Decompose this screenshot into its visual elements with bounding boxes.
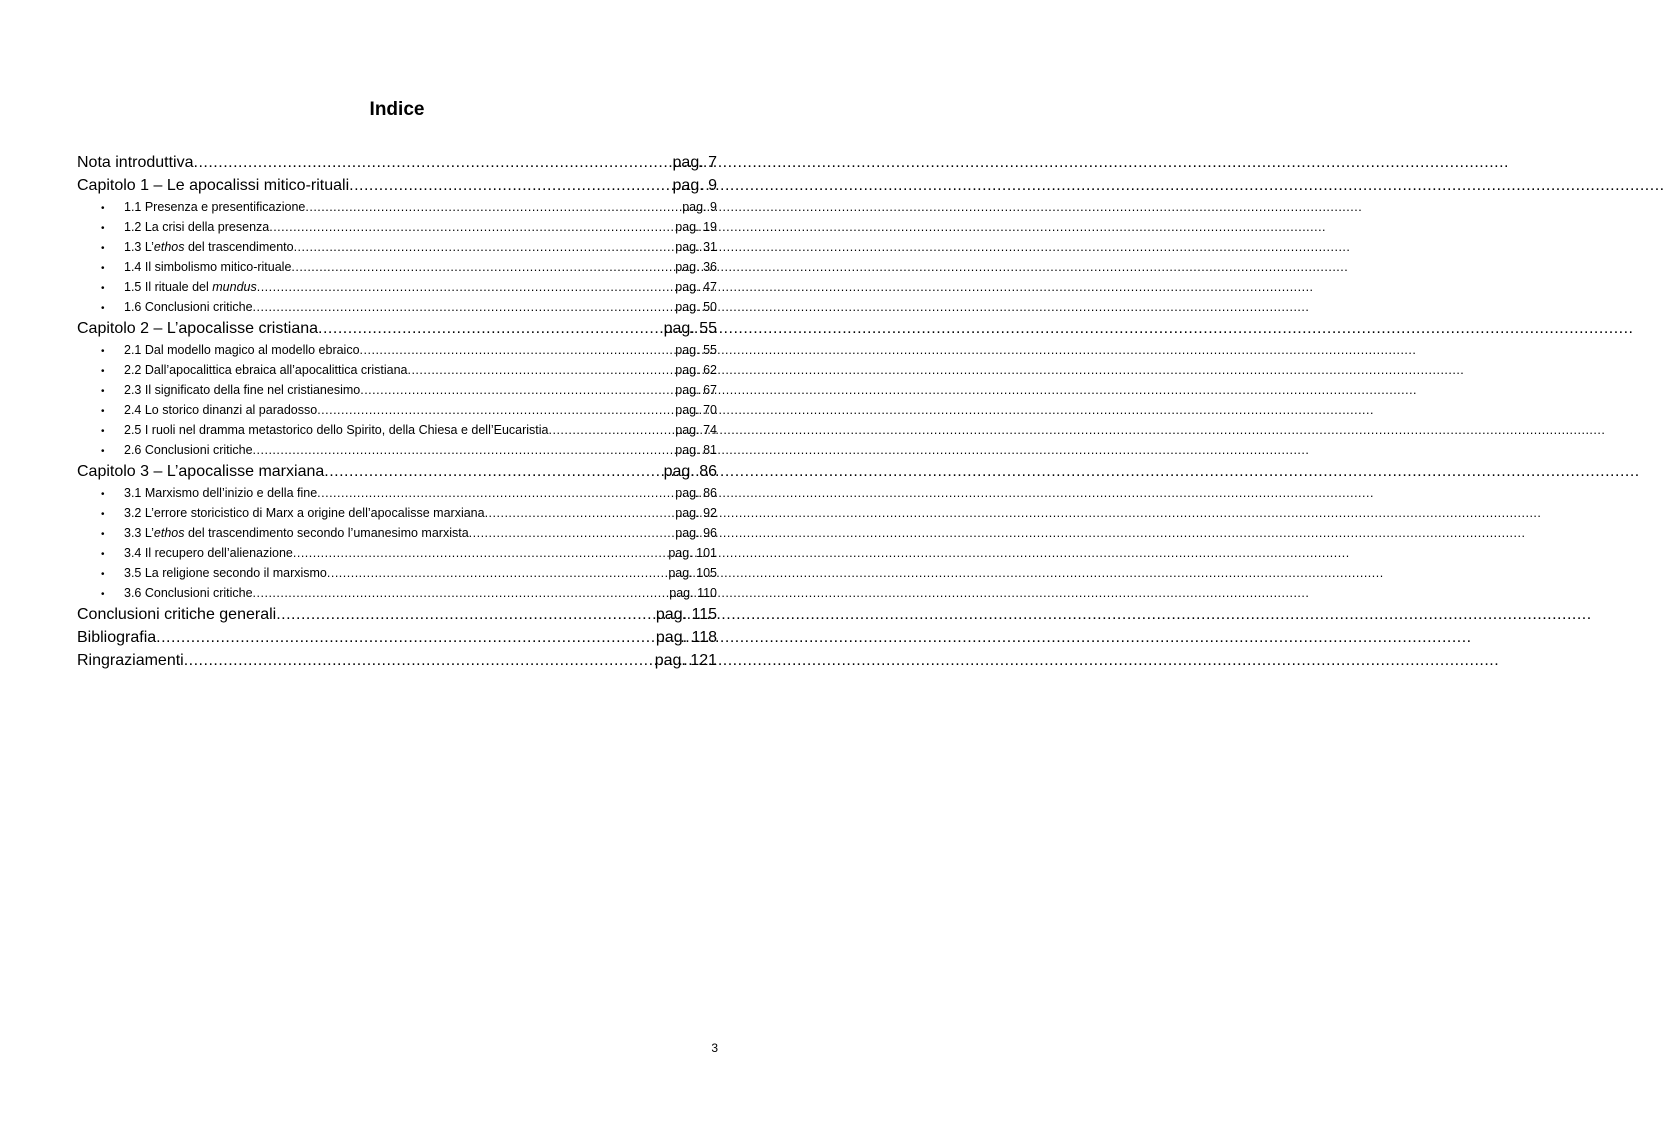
bullet-icon: • [101, 529, 105, 540]
toc-entry-page: pag. 115 [655, 606, 717, 623]
toc-entry-title: 2.3 Il significato della fine nel cristianesimo [124, 383, 361, 397]
toc-entry-chapter [77, 151, 717, 174]
dot-leader [327, 563, 668, 583]
toc-entry-chapter [77, 460, 717, 483]
dot-leader [317, 400, 675, 420]
toc-entry-page: pag. 31 [675, 240, 717, 254]
toc-entry-title: Conclusioni critiche generali [77, 606, 277, 623]
dot-leader [349, 174, 672, 197]
toc-entry-title: Capitolo 1 – Le apocalissi mitico-rituali [77, 177, 350, 194]
dot-leader [360, 380, 675, 400]
toc-entry-title: 1.1 Presenza e presentificazione [124, 200, 306, 214]
toc-entry-title: 1.3 L’ethos del trascendimento [124, 240, 294, 254]
table-of-contents [77, 151, 717, 672]
bullet-icon: • [101, 223, 105, 234]
toc-entry-page: pag. 110 [669, 586, 717, 600]
toc-entry-page: pag. 101 [668, 546, 717, 560]
toc-entry-title: Ringraziamenti [77, 652, 184, 669]
toc-entry-page: pag. 55 [663, 320, 717, 337]
dot-leader [549, 420, 676, 440]
toc-entry-section [77, 217, 717, 237]
toc-entry-page: pag. 86 [663, 463, 717, 480]
toc-entry-page: pag. 86 [675, 486, 717, 500]
toc-entry-section [77, 483, 717, 503]
toc-entry-title: Capitolo 3 – L’apocalisse marxiana [77, 463, 325, 480]
toc-entry-chapter [77, 649, 717, 672]
bullet-icon: • [101, 243, 105, 254]
bullet-icon: • [101, 446, 105, 457]
toc-entry-section [77, 277, 717, 297]
toc-entry-section [77, 297, 717, 317]
toc-entry-chapter [77, 174, 717, 197]
toc-entry-page: pag. 9 [672, 177, 717, 194]
toc-entry-title: 3.2 L’errore storicistico di Marx a origine dell’apocalisse marxiana [124, 506, 485, 520]
bullet-icon: • [101, 549, 105, 560]
dot-leader [253, 583, 670, 603]
bullet-icon: • [101, 303, 105, 314]
toc-entry-title: Nota introduttiva [77, 154, 194, 171]
dot-leader [469, 523, 676, 543]
toc-entry-title: 1.5 Il rituale del mundus [124, 280, 257, 294]
toc-entry-title: 2.4 Lo storico dinanzi al paradosso [124, 403, 318, 417]
dot-leader [257, 277, 676, 297]
toc-entry-page: pag. 118 [655, 629, 717, 646]
toc-entry-page: pag. 9 [682, 200, 717, 214]
bullet-icon: • [101, 569, 105, 580]
dot-leader [293, 543, 668, 563]
toc-entry-page: pag. 105 [668, 566, 717, 580]
toc-entry-section [77, 380, 717, 400]
toc-entry-title: Capitolo 2 – L’apocalisse cristiana [77, 320, 319, 337]
toc-entry-section [77, 257, 717, 277]
toc-entry-section [77, 543, 717, 563]
bullet-icon: • [101, 489, 105, 500]
page-number: 3 [711, 1041, 718, 1055]
bullet-icon: • [101, 346, 105, 357]
dot-leader [291, 257, 675, 277]
toc-entry-page: pag. 36 [675, 260, 717, 274]
toc-entry-page: pag. 70 [675, 403, 717, 417]
toc-entry-title: 2.6 Conclusioni critiche [124, 443, 253, 457]
dot-leader [253, 297, 676, 317]
toc-entry-chapter [77, 626, 717, 649]
dot-leader [485, 503, 676, 523]
toc-entry-title: 3.6 Conclusioni critiche [124, 586, 253, 600]
bullet-icon: • [101, 509, 105, 520]
toc-entry-page: pag. 7 [672, 154, 717, 171]
dot-leader [194, 151, 673, 174]
toc-entry-section [77, 503, 717, 523]
bullet-icon: • [101, 263, 105, 274]
dot-leader [253, 440, 676, 460]
toc-entry-section [77, 440, 717, 460]
bullet-icon: • [101, 203, 105, 214]
toc-entry-section [77, 360, 717, 380]
dot-leader [294, 237, 676, 257]
toc-entry-section [77, 583, 717, 603]
dot-leader [276, 603, 656, 626]
toc-entry-page: pag. 92 [675, 506, 717, 520]
toc-entry-title: 3.3 L’ethos del trascendimento secondo l’umanesimo marxista [124, 526, 469, 540]
toc-entry-page: pag. 62 [675, 363, 717, 377]
dot-leader [184, 649, 655, 672]
dot-leader [305, 197, 682, 217]
toc-entry-section [77, 523, 717, 543]
toc-entry-page: pag. 55 [675, 343, 717, 357]
toc-entry-section [77, 237, 717, 257]
dot-leader [269, 217, 675, 237]
toc-entry-section [77, 400, 717, 420]
dot-leader [407, 360, 675, 380]
toc-entry-title: 3.4 Il recupero dell’alienazione [124, 546, 293, 560]
toc-entry-title: 2.1 Dal modello magico al modello ebraico [124, 343, 360, 357]
bullet-icon: • [101, 386, 105, 397]
bullet-icon: • [101, 406, 105, 417]
toc-entry-title: 3.1 Marxismo dell’inizio e della fine [124, 486, 318, 500]
toc-entry-page: pag. 81 [675, 443, 717, 457]
toc-entry-page: pag. 50 [675, 300, 717, 314]
toc-entry-title: 1.2 La crisi della presenza [124, 220, 270, 234]
dot-leader [156, 626, 656, 649]
toc-entry-page: pag. 19 [675, 220, 717, 234]
bullet-icon: • [101, 589, 105, 600]
toc-entry-page: pag. 121 [654, 652, 717, 669]
toc-entry-page: pag. 47 [675, 280, 717, 294]
toc-entry-chapter [77, 317, 717, 340]
toc-entry-title: 1.6 Conclusioni critiche [124, 300, 253, 314]
toc-entry-title: 3.5 La religione secondo il marxismo [124, 566, 327, 580]
toc-entry-page: pag. 74 [675, 423, 717, 437]
dot-leader [324, 460, 663, 483]
bullet-icon: • [101, 283, 105, 294]
page-title: Indice [369, 99, 425, 120]
bullet-icon: • [101, 426, 105, 437]
dot-leader [360, 340, 676, 360]
toc-entry-section [77, 420, 717, 440]
toc-entry-title: Bibliografia [77, 629, 157, 646]
toc-entry-chapter [77, 603, 717, 626]
toc-entry-title: 2.2 Dall’apocalittica ebraica all’apocalittica cristiana [124, 363, 408, 377]
toc-entry-title: 1.4 Il simbolismo mitico-rituale [124, 260, 292, 274]
toc-entry-page: pag. 67 [675, 383, 717, 397]
bullet-icon: • [101, 366, 105, 377]
toc-entry-title: 2.5 I ruoli nel dramma metastorico dello Spirito, della Chiesa e dell’Eucaristia [124, 423, 549, 437]
dot-leader [317, 483, 675, 503]
toc-entry-section [77, 197, 717, 217]
dot-leader [318, 317, 664, 340]
toc-entry-section [77, 340, 717, 360]
toc-entry-page: pag. 96 [675, 526, 717, 540]
toc-entry-section [77, 563, 717, 583]
